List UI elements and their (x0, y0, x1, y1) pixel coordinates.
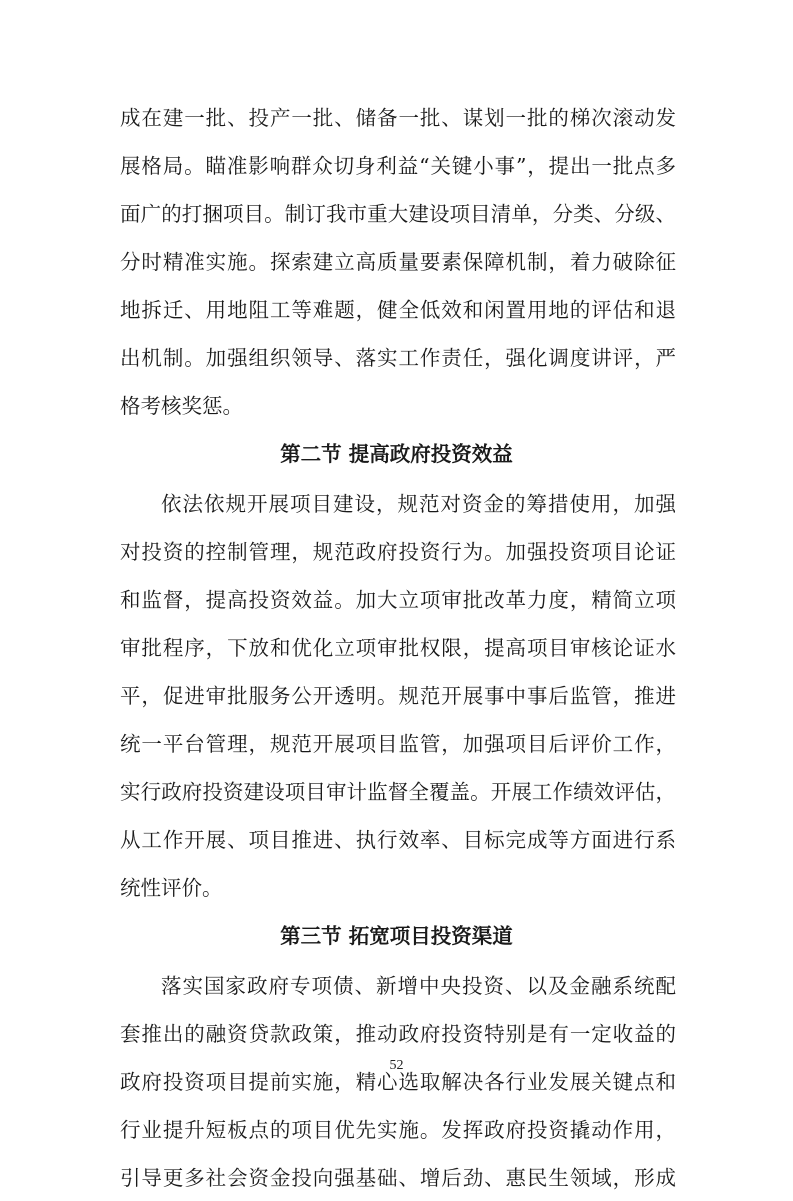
body-text-line: 引导更多社会资金投向强基础、增后劲、惠民生领域，形成 (120, 1166, 676, 1190)
body-text-line: 套推出的融资贷款政策，推动政府投资特别是有一定收益的 (120, 1022, 676, 1046)
body-text-line: 从工作开展、项目推进、执行效率、目标完成等方面进行系 (120, 828, 676, 852)
body-text-line: 出机制。加强组织领导、落实工作责任，强化调度讲评，严 (120, 346, 676, 370)
body-text-line: 平，促进审批服务公开透明。规范开展事中事后监管，推进 (120, 684, 676, 708)
body-text-line: 政府投资项目提前实施，精心选取解决各行业发展关键点和 (120, 1070, 676, 1094)
body-text-line: 统性评价。 (120, 876, 223, 900)
body-text-line: 展格局。瞄准影响群众切身利益“关键小事”，提出一批点多 (120, 154, 676, 178)
body-text-line: 和监督，提高投资效益。加大立项审批改革力度，精简立项 (120, 588, 676, 612)
body-text-line: 行业提升短板点的项目优先实施。发挥政府投资撬动作用， (120, 1118, 676, 1142)
body-text-line: 实行政府投资建设项目审计监督全覆盖。开展工作绩效评估， (120, 780, 676, 804)
body-text-line: 依法依规开展项目建设，规范对资金的筹措使用，加强 (161, 492, 676, 516)
section-heading-3: 第三节 拓宽项目投资渠道 (280, 924, 513, 948)
body-text-line: 落实国家政府专项债、新增中央投资、以及金融系统配 (161, 974, 676, 998)
section-heading-2: 第二节 提高政府投资效益 (280, 442, 513, 466)
page-number: 52 (389, 1058, 404, 1073)
body-text-line: 成在建一批、投产一批、储备一批、谋划一批的梯次滚动发 (120, 106, 676, 130)
body-text-line: 统一平台管理，规范开展项目监管，加强项目后评价工作， (120, 732, 676, 756)
body-text-line: 对投资的控制管理，规范政府投资行为。加强投资项目论证 (120, 540, 676, 564)
body-text-line: 分时精准实施。探索建立高质量要素保障机制，着力破除征 (120, 250, 676, 274)
body-text-line: 格考核奖惩。 (120, 394, 243, 418)
body-text-line: 面广的打捆项目。制订我市重大建设项目清单，分类、分级、 (120, 202, 676, 226)
body-text-line: 地拆迁、用地阻工等难题，健全低效和闲置用地的评估和退 (120, 298, 676, 322)
body-text-line: 审批程序，下放和优化立项审批权限，提高项目审核论证水 (120, 636, 676, 660)
